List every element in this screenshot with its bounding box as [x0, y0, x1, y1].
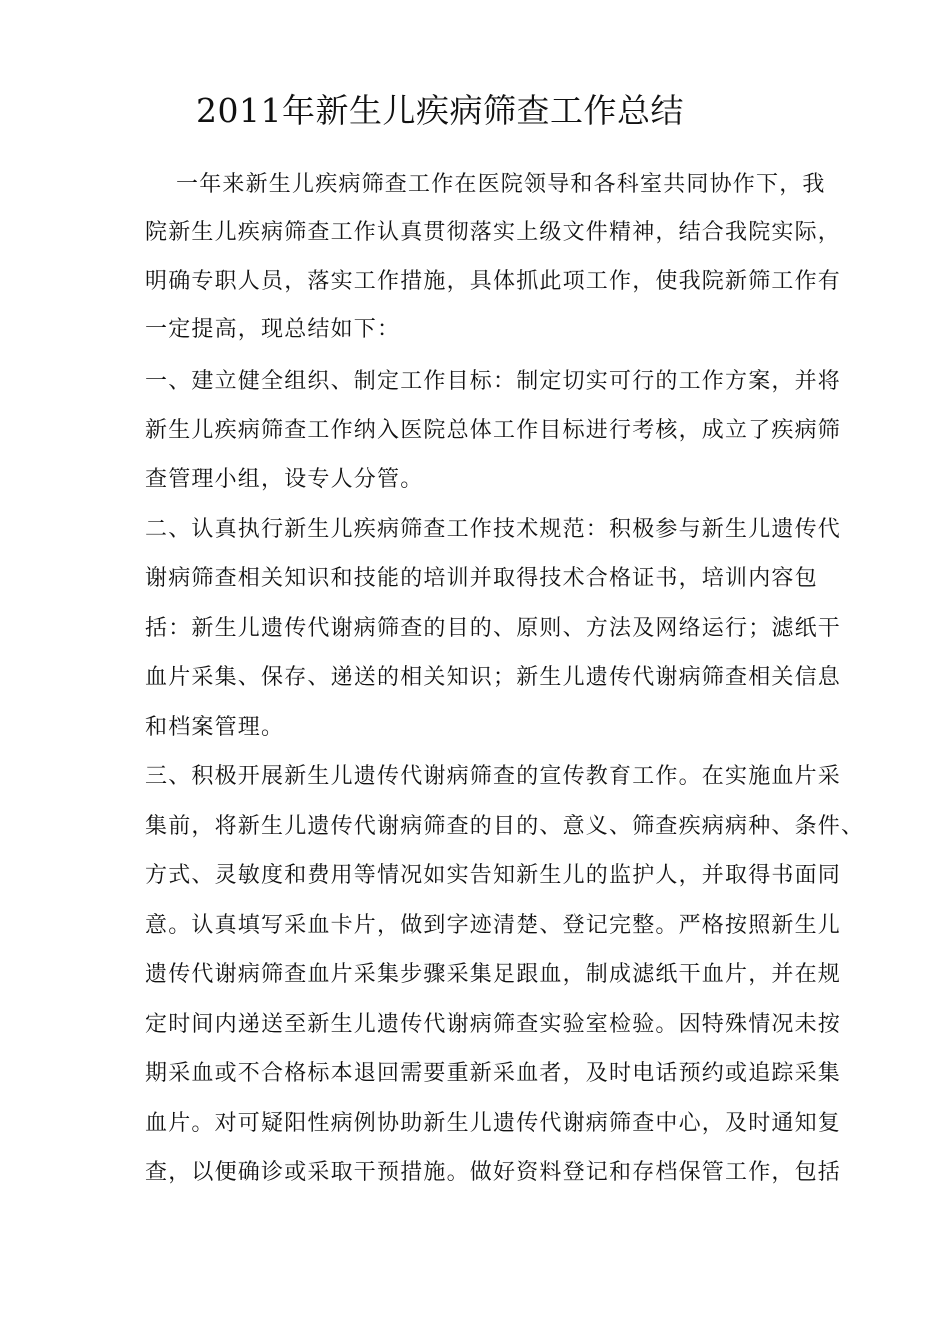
body-line: 一年来新生儿疾病筛查工作在医院领导和各科室共同协作下，我 [176, 172, 826, 197]
body-line: 意。认真填写采血卡片，做到字迹清楚、登记完整。严格按照新生儿 [145, 913, 842, 938]
body-line: 新生儿疾病筛查工作纳入医院总体工作目标进行考核，成立了疾病筛 [145, 418, 842, 443]
body-line: 期采血或不合格标本退回需要重新采血者，及时电话预约或追踪采集 [145, 1061, 842, 1086]
body-line: 和档案管理。 [145, 715, 285, 740]
section-heading-2: 二、认真执行新生儿疾病筛查工作技术规范：积极参与新生儿遗传代 [145, 517, 842, 542]
body-line: 查管理小组，设专人分管。 [145, 467, 424, 492]
section-heading-3: 三、积极开展新生儿遗传代谢病筛查的宣传教育工作。在实施血片采 [145, 764, 842, 789]
body-line: 括：新生儿遗传代谢病筛查的目的、原则、方法及网络运行；滤纸干 [145, 616, 842, 641]
body-line: 血片采集、保存、递送的相关知识；新生儿遗传代谢病筛查相关信息 [145, 665, 842, 690]
document-title: 2011年新生儿疾病筛查工作总结 [196, 91, 684, 130]
body-line: 谢病筛查相关知识和技能的培训并取得技术合格证书，培训内容包 [145, 566, 818, 591]
body-line: 血片。对可疑阳性病例协助新生儿遗传代谢病筛查中心，及时通知复 [145, 1111, 842, 1136]
body-line: 定时间内递送至新生儿遗传代谢病筛查实验室检验。因特殊情况未按 [145, 1012, 842, 1037]
body-line: 查，以便确诊或采取干预措施。做好资料登记和存档保管工作，包括 [145, 1160, 842, 1185]
body-line: 院新生儿疾病筛查工作认真贯彻落实上级文件精神，结合我院实际， [145, 220, 842, 245]
body-line: 遗传代谢病筛查血片采集步骤采集足跟血，制成滤纸干血片，并在规 [145, 962, 842, 987]
body-line: 明确专职人员，落实工作措施，具体抓此项工作，使我院新筛工作有 [145, 269, 842, 294]
body-line: 集前，将新生儿遗传代谢病筛查的目的、意义、筛查疾病病种、条件、 [145, 814, 865, 839]
body-line: 方式、灵敏度和费用等情况如实告知新生儿的监护人，并取得书面同 [145, 863, 842, 888]
section-heading-1: 一、建立健全组织、制定工作目标：制定切实可行的工作方案，并将 [145, 369, 842, 394]
body-line: 一定提高，现总结如下： [145, 317, 401, 342]
